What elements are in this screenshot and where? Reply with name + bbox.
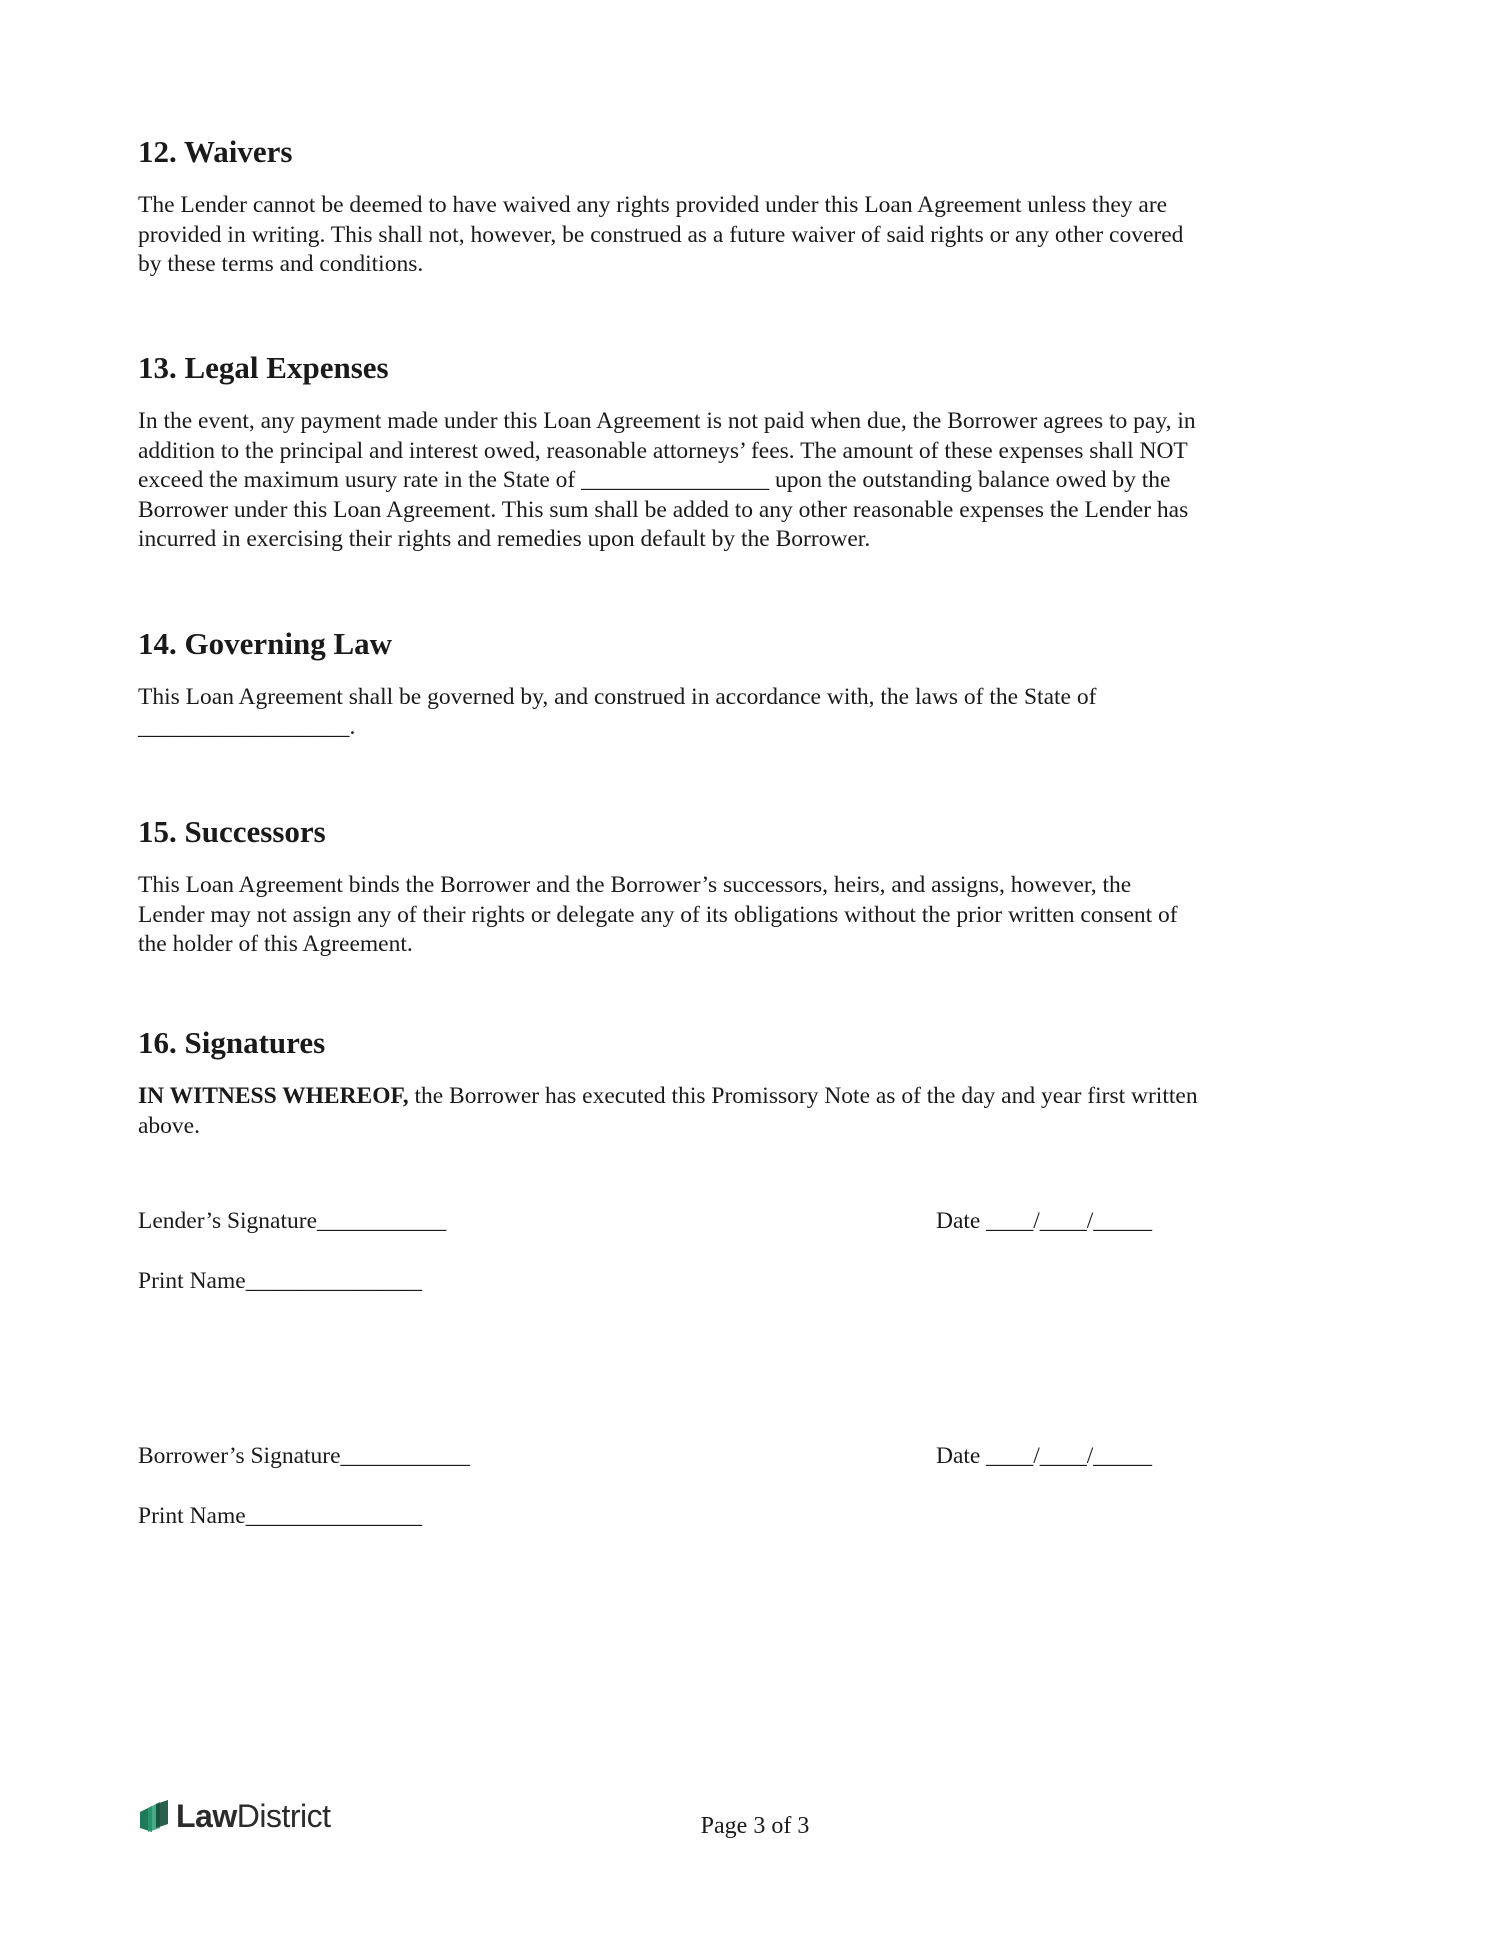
- body-line: addition to the principal and interest owed, reasonable attorneys’ fees. The amount of these expenses shall NOT: [138, 437, 1188, 464]
- section-body: [138, 191, 1183, 280]
- section-title: 14. Governing Law: [138, 626, 393, 661]
- section-signatures: [138, 1023, 1198, 1141]
- section-legal-expenses: [138, 348, 1196, 555]
- witness-lead: IN WITNESS WHEREOF,: [138, 1083, 409, 1109]
- body-line: Borrower under this Loan Agreement. This sum shall be added to any other reasonable expenses the Lender has: [138, 496, 1189, 523]
- body-line: The Lender cannot be deemed to have waived any rights provided under this Loan Agreement unless they are: [138, 192, 1168, 218]
- section-body: [138, 1082, 1198, 1141]
- logo-regular-text: District: [236, 1798, 331, 1834]
- borrower-date-line[interactable]: Date ____/____/_____: [936, 1443, 1153, 1469]
- body-line: provided in writing. This shall not, however, be construed as a future waiver of said rights or any other covered: [138, 221, 1184, 248]
- borrower-signature-line[interactable]: Borrower’s Signature___________: [138, 1443, 470, 1469]
- body-line: Lender may not assign any of their rights or delegate any of its obligations without the prior written consent of: [138, 901, 1178, 928]
- borrower-print-name-line[interactable]: Print Name_______________: [138, 1503, 422, 1529]
- body-line: This Loan Agreement shall be governed by, and construed in accordance with, the laws of the State of: [138, 684, 1097, 710]
- body-line: the Borrower has executed this Promissory Note as of the day and year first written: [408, 1083, 1198, 1109]
- body-line: This Loan Agreement binds the Borrower and the Borrower’s successors, heirs, and assigns, however, the: [138, 872, 1132, 898]
- section-body: [138, 407, 1196, 555]
- lender-print-name-line[interactable]: Print Name_______________: [138, 1268, 422, 1294]
- lender-signature-line[interactable]: Lender’s Signature___________: [138, 1208, 447, 1234]
- section-successors: [138, 812, 1178, 960]
- body-line: above.: [138, 1112, 200, 1139]
- body-line: incurred in exercising their rights and remedies upon default by the Borrower.: [138, 526, 871, 553]
- body-line: exceed the maximum usury rate in the State of ________________ upon the outstanding balance owed by the: [138, 467, 1171, 494]
- section-body: [138, 871, 1178, 960]
- section-governing-law: [138, 624, 1096, 742]
- body-line: the holder of this Agreement.: [138, 931, 413, 958]
- body-line: __________________.: [138, 713, 356, 740]
- page-number: Page 3 of 3: [700, 1813, 810, 1839]
- section-title: 13. Legal Expenses: [138, 350, 389, 385]
- section-title: 16. Signatures: [138, 1025, 326, 1060]
- section-waivers: [138, 132, 1183, 280]
- section-title: 12. Waivers: [138, 134, 293, 169]
- lender-date-line[interactable]: Date ____/____/_____: [936, 1208, 1153, 1234]
- body-line: by these terms and conditions.: [138, 251, 424, 278]
- body-line: In the event, any payment made under this Loan Agreement is not paid when due, the Borrower agrees to pay, in: [138, 408, 1196, 434]
- section-title: 15. Successors: [138, 814, 326, 849]
- logo-bold-text: Law: [176, 1798, 237, 1834]
- section-body: [138, 683, 1096, 742]
